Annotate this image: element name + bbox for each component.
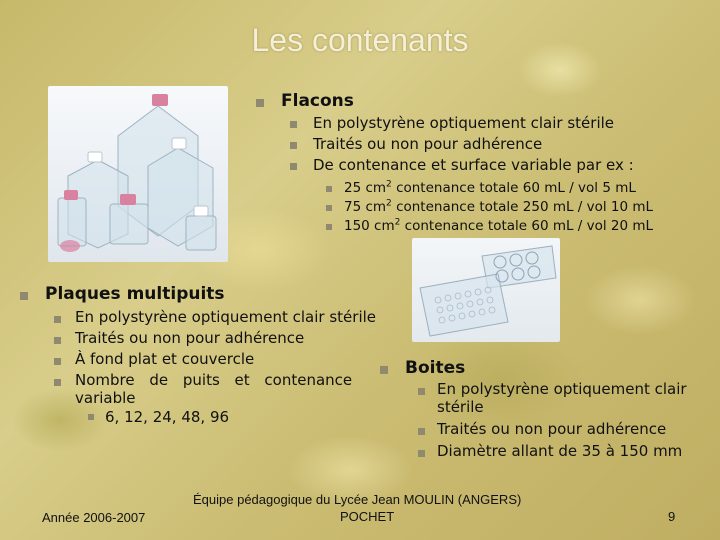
page-number: 9 — [668, 509, 676, 524]
flacons-item-bullet — [290, 121, 297, 128]
plaques-wells: 6, 12, 24, 48, 96 — [105, 408, 230, 426]
plaques-item-bullet — [54, 316, 61, 323]
flacons-item: De contenance et surface variable par ex : — [313, 156, 634, 174]
flacons-example: 75 $cm^2$ contenance totale 250 mL / vol 10 mL — [344, 198, 654, 215]
boites-item-bullet — [418, 388, 425, 395]
flacons-item: En polystyrène optiquement clair stérile — [313, 114, 615, 132]
flacons-example-bullet — [326, 205, 332, 211]
slide-title: Les contenants — [251, 22, 469, 58]
boites-bullet — [380, 366, 388, 374]
footer-credit: Équipe pédagogique du Lycée Jean MOULIN (ANGERS) — [193, 492, 522, 507]
flacons-item: Traités ou non pour adhérence — [313, 135, 543, 153]
boites-item: En polystyrène optiquement clair — [437, 380, 687, 398]
plaques-item-bullet — [54, 379, 61, 386]
plaques-item: En polystyrène optiquement clair stérile — [75, 308, 377, 326]
boites-item: Traités ou non pour adhérence — [437, 420, 667, 438]
flasks-photo — [48, 86, 228, 262]
plaques-heading: Plaques multipuits — [45, 284, 225, 304]
footer-author: POCHET — [340, 509, 395, 524]
plates-photo — [412, 238, 560, 342]
flacons-example: 150 $cm^2$ contenance totale 60 mL / vol 20 mL — [344, 217, 654, 234]
flacons-heading: Flacons — [281, 91, 354, 111]
flacons-example: 25 $cm^2$ contenance totale 60 mL / vol 5 mL — [344, 179, 636, 196]
plaques-item: Nombre de puits et contenance — [75, 371, 353, 389]
plaques-item-continuation: variable — [75, 389, 136, 407]
plaques-item: Traités ou non pour adhérence — [75, 329, 305, 347]
boites-item-bullet — [418, 450, 425, 457]
boites-item-continuation: stérile — [437, 398, 484, 416]
flacons-item-bullet — [290, 142, 297, 149]
plaques-item: À fond plat et couvercle — [75, 350, 255, 368]
plaques-bullet — [20, 292, 28, 300]
boites-heading: Boites — [405, 358, 466, 378]
plaques-item-bullet — [54, 337, 61, 344]
plaques-item-bullet — [54, 358, 61, 365]
flacons-example-bullet — [326, 224, 332, 230]
flacons-example-bullet — [326, 186, 332, 192]
plates-illustration — [412, 238, 560, 342]
footer-year: Année 2006-2007 — [42, 510, 146, 525]
flasks-illustration — [48, 86, 228, 262]
plaques-wells-bullet — [88, 414, 94, 420]
boites-item-bullet — [418, 428, 425, 435]
flacons-item-bullet — [290, 163, 297, 170]
boites-item: Diamètre allant de 35 à 150 mm — [437, 442, 683, 460]
flacons-bullet — [256, 99, 264, 107]
